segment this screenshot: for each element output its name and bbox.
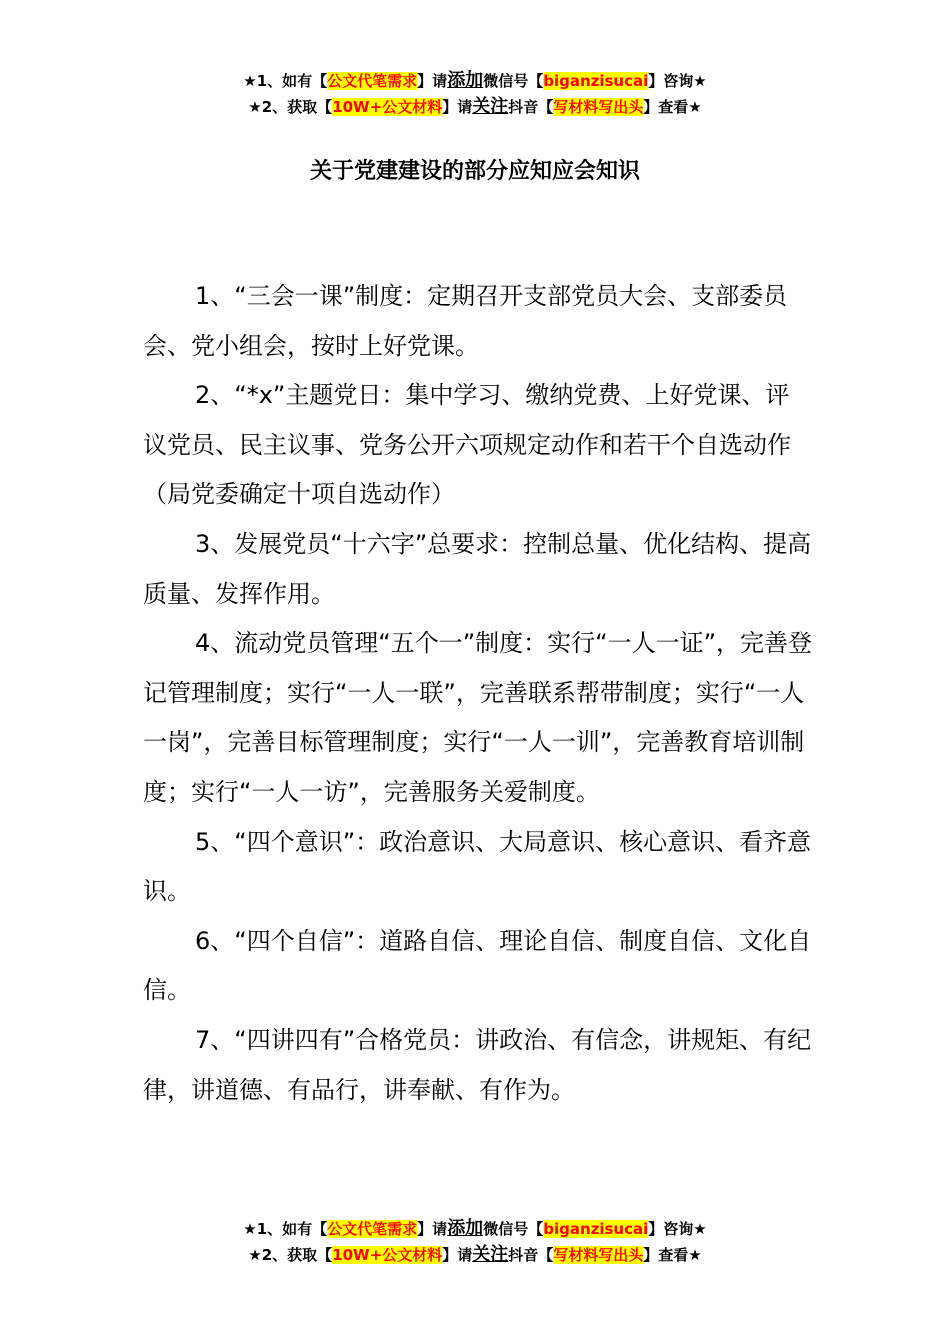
- promo-line-1: [0, 1216, 950, 1242]
- promo-wechat-id: biganzisucai: [543, 72, 649, 90]
- footer-promo-banner: [0, 1216, 950, 1268]
- promo-underlined: 添加: [447, 1218, 484, 1239]
- paragraph-6: 6、“四个自信”：道路自信、理论自信、制度自信、文化自信。: [143, 926, 812, 1005]
- document-title: 关于党建建设的部分应知应会知识: [309, 159, 640, 184]
- promo-highlight: 写材料写出头: [553, 98, 644, 116]
- paragraph-7: 7、“四讲四有”合格党员：讲政治、有信念，讲规矩、有纪律，讲道德、有品行，讲奉献、有作为。: [143, 1025, 812, 1104]
- promo-highlight: 公文代笔需求: [327, 1220, 418, 1238]
- promo-highlight: 10W+公文材料: [332, 98, 443, 116]
- promo-text: ★2、获取【: [248, 1246, 333, 1264]
- promo-text: 】咨询★: [648, 1220, 707, 1238]
- promo-text: 抖音【: [508, 98, 554, 116]
- promo-text: 】查看★: [643, 98, 702, 116]
- promo-text: 】请: [417, 1220, 448, 1238]
- promo-highlight: 10W+公文材料: [332, 1246, 443, 1264]
- promo-text: ★2、获取【: [248, 98, 333, 116]
- promo-text: 】查看★: [643, 1246, 702, 1264]
- paragraph-3: 3、发展党员“十六字”总要求：控制总量、优化结构、提高质量、发挥作用。: [143, 529, 812, 608]
- document-body: [143, 272, 813, 1115]
- header-promo-banner: [0, 68, 950, 120]
- promo-underlined: 关注: [472, 96, 509, 117]
- paragraph-5: 5、“四个意识”：政治意识、大局意识、核心意识、看齐意识。: [143, 827, 812, 906]
- promo-text: 微信号【: [483, 1220, 544, 1238]
- promo-underlined: 关注: [472, 1244, 509, 1265]
- promo-text: 】请: [442, 1246, 473, 1264]
- promo-text: 抖音【: [508, 1246, 554, 1264]
- promo-line-1: [0, 68, 950, 94]
- promo-wechat-id: biganzisucai: [543, 1220, 649, 1238]
- promo-line-2: [0, 94, 950, 120]
- promo-highlight: 公文代笔需求: [327, 72, 418, 90]
- promo-text: 】咨询★: [648, 72, 707, 90]
- promo-text: 】请: [417, 72, 448, 90]
- paragraph-4: 4、流动党员管理“五个一”制度：实行“一人一证”，完善登记管理制度；实行“一人一联”，完善联系帮带制度；实行“一人一岗”，完善目标管理制度；实行“一人一训”，完善教育培训制度；实行“一人一访”，完善服务关爱制度。: [143, 629, 813, 806]
- promo-text: 】请: [442, 98, 473, 116]
- promo-line-2: [0, 1242, 950, 1268]
- promo-highlight: 写材料写出头: [553, 1246, 644, 1264]
- paragraph-2: 2、“*x”主题党日：集中学习、缴纳党费、上好党课、评议党员、民主议事、党务公开六项规定动作和若干个自选动作（局党委确定十项自选动作）: [143, 381, 791, 509]
- promo-text: 微信号【: [483, 72, 544, 90]
- promo-text: ★1、如有【: [243, 1220, 328, 1238]
- promo-text: ★1、如有【: [243, 72, 328, 90]
- promo-underlined: 添加: [447, 70, 484, 91]
- paragraph-1: 1、“三会一课”制度：定期召开支部党员大会、支部委员会、党小组会，按时上好党课。: [143, 282, 788, 360]
